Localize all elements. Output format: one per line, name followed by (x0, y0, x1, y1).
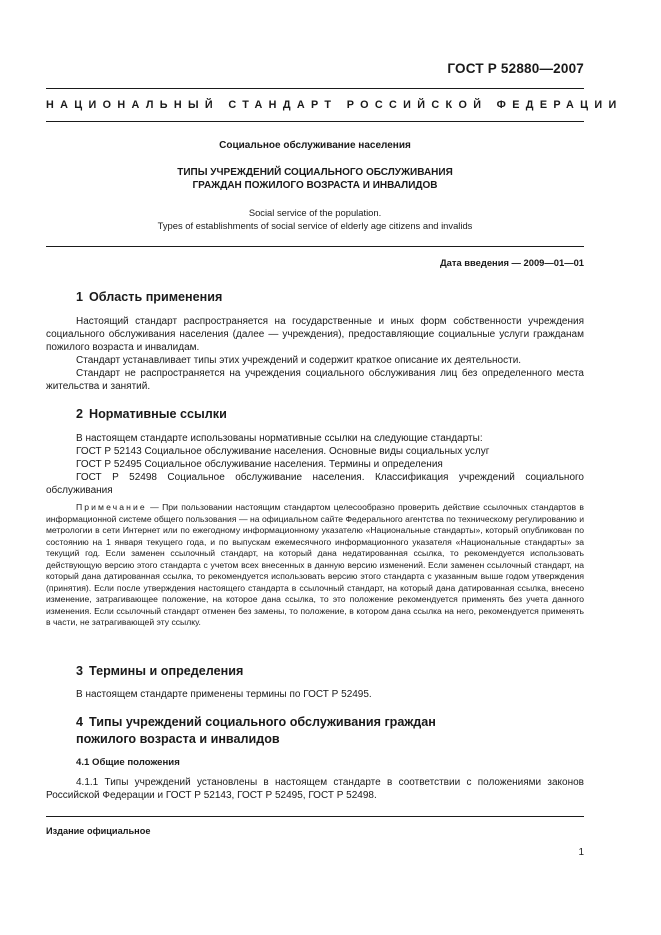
document-subtitle: Социальное обслуживание населения (219, 140, 411, 151)
section-3-paragraph-1: В настоящем стандарте применены термины по ГОСТ Р 52495. (76, 689, 372, 700)
section-1-paragraph-2: Стандарт устанавливает типы этих учреждений и содержит краткое описание их деятельности. (76, 355, 522, 366)
standard-code: ГОСТ Р 52880—2007 (447, 61, 584, 76)
page-number: 1 (578, 847, 584, 858)
reference-item: ГОСТ Р 52498 Социальное обслуживание населения. Классификация учреждений социального обслуживания (46, 472, 584, 497)
section-4-paragraph-1: 4.1.1 Типы учреждений установлены в настоящем стандарте в соответствии с положениями законов Российской Федерации и ГОСТ Р 52143, ГОСТ Р 52495, ГОСТ Р 52498. (46, 777, 584, 802)
section-2-title: Нормативные ссылки (89, 407, 227, 421)
section-1-paragraph-1: Настоящий стандарт распространяется на государственные и иных форм собственности учреждения социального обслуживания населения (далее — учреждения), предоставляющие социальные услуги гражданам пожилого возраста и инвалидам. (46, 316, 584, 354)
introduction-date: Дата введения — 2009—01—01 (439, 257, 584, 268)
official-edition-label: Издание официальное (46, 826, 151, 836)
section-1-title: Область применения (89, 290, 223, 304)
section-1-heading (76, 290, 222, 304)
section-3-heading (76, 664, 243, 678)
section-3-title: Термины и определения (89, 664, 244, 678)
document-title-line-2: ГРАЖДАН ПОЖИЛОГО ВОЗРАСТА И ИНВАЛИДОВ (192, 180, 438, 191)
header-rule-bottom (46, 121, 584, 122)
section-1-paragraph-3: Стандарт не распространяется на учреждения социального обслуживания лиц без определенного места жительства и занятий. (46, 368, 584, 393)
section-4-title-line-2: пожилого возраста и инвалидов (76, 732, 280, 746)
subsection-4-1-heading: 4.1 Общие положения (76, 757, 180, 768)
national-standard-banner: НАЦИОНАЛЬНЫЙ СТАНДАРТ РОССИЙСКОЙ ФЕДЕРАЦИИ (46, 99, 623, 111)
footer-rule (46, 816, 584, 817)
english-title (46, 207, 584, 232)
section-4-heading (76, 714, 436, 748)
section-1-number: 1 (76, 290, 84, 304)
section-2-number: 2 (76, 407, 84, 421)
reference-item: ГОСТ Р 52495 Социальное обслуживание населения. Термины и определения (76, 459, 443, 470)
section-4-title-line-1: Типы учреждений социального обслуживания граждан (89, 715, 436, 729)
section-4-heading-line-1 (76, 714, 436, 731)
title-rule (46, 246, 584, 247)
header-rule-top (46, 88, 584, 89)
section-3-number: 3 (76, 664, 84, 678)
document-title (46, 166, 584, 192)
document-page (46, 0, 623, 935)
normative-note (46, 502, 584, 629)
reference-item: ГОСТ Р 52143 Социальное обслуживание населения. Основные виды социальных услуг (76, 446, 490, 457)
section-2-intro: В настоящем стандарте использованы нормативные ссылки на следующие стандарты: (76, 433, 483, 444)
english-title-line-1: Social service of the population. (248, 207, 382, 218)
section-4-number: 4 (76, 715, 84, 729)
english-title-line-2: Types of establishments of social service of elderly age citizens and invalids (157, 219, 473, 231)
note-label: Примечание (76, 502, 147, 512)
note-text: — При пользовании настоящим стандартом целесообразно проверить действие ссылочных стандартов в информационной системе общего пользования — на официальном сайте Федерального агентства по техническому регулированию и метрологии в сети Интернет или по ежегодному информационному указателю «Национальные стандарты», который опубликован по состоянию на 1 января текущего года, и по выпускам ежемесячного информационного указателя «Национальные стандарты» за текущий год. Если заменен ссылочный стандарт, на который дана недатированная ссылка, то рекомендуется использовать действующую версию этого стандарта с учетом всех внесенных в данную версию изменений. Если заменен ссылочный стандарт, на который дана датированная ссылка, то рекомендуется использовать версию этого стандарта с указанным выше годом утверждения (принятия). Если после утверждения настоящего стандарта в ссылочный стандарт, на который дана датированная ссылка, внесено изменение, затрагивающее положение, на которое дана ссылка, то это положение рекомендуется применять без учета данного изменения. Если ссылочный стандарт отменен без замены, то положение, в котором дана ссылка на него, рекомендуется применять в части, не затрагивающей эту ссылку. (46, 502, 584, 628)
document-title-line-1: ТИПЫ УЧРЕЖДЕНИЙ СОЦИАЛЬНОГО ОБСЛУЖИВАНИЯ (177, 167, 453, 178)
section-2-heading (76, 407, 227, 421)
